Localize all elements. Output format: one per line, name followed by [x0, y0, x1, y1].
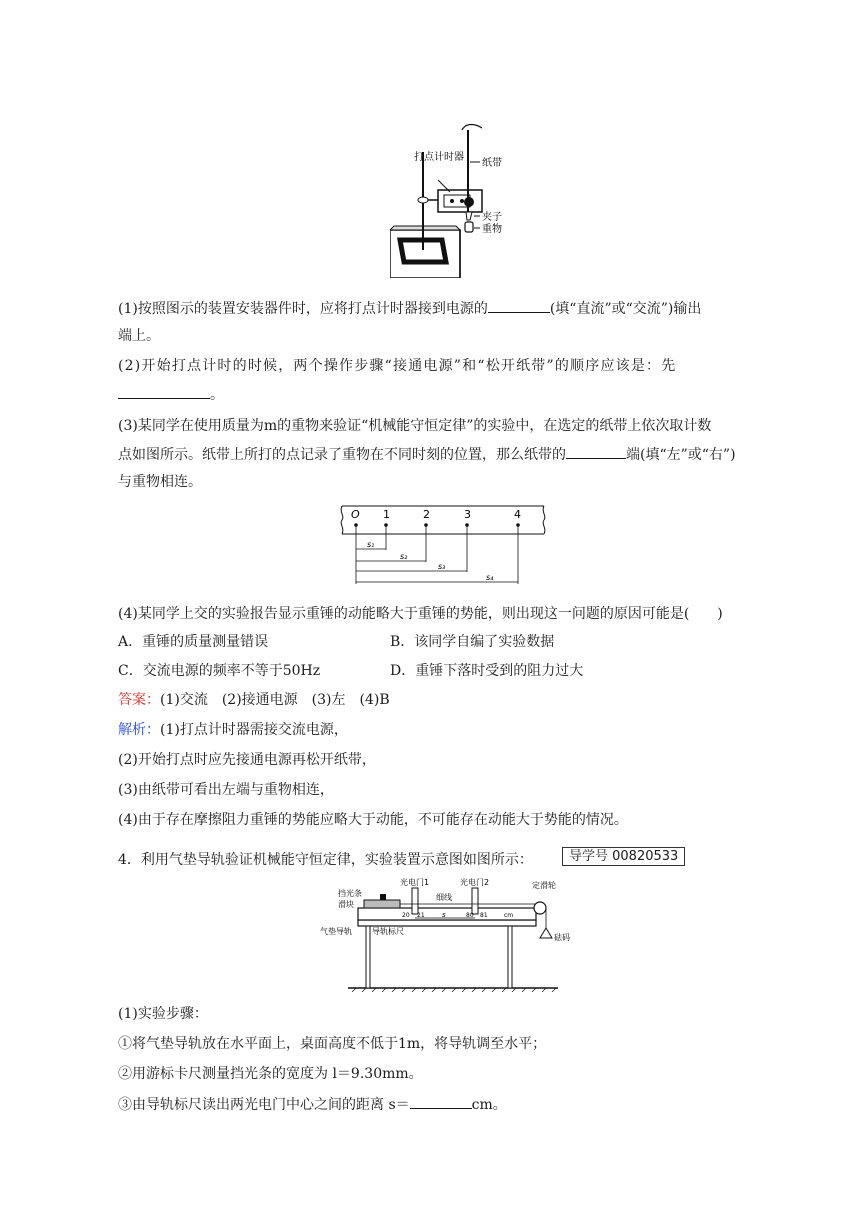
answer-label: 答案：: [118, 692, 160, 708]
q3-part2: [118, 356, 780, 376]
q3-part1-cont: 端上。: [118, 328, 160, 344]
q3-part3-line2: [118, 444, 780, 465]
tick-81: 81: [480, 912, 488, 919]
tape-point-label: 2: [423, 508, 430, 521]
figure-free-fall-apparatus: [390, 122, 520, 278]
option-b: B．该同学自编了实验数据: [390, 634, 555, 650]
label-clip: 夹子: [482, 212, 502, 223]
tick-20: 20: [402, 912, 410, 919]
analysis-text-1: (1)打点计时器需接交流电源，: [160, 722, 348, 738]
answer-text: (1)交流 (2)接通电源 (3)左 (4)B: [160, 692, 390, 708]
answer-blank[interactable]: [118, 384, 210, 399]
tape-point-label: O: [351, 508, 360, 521]
q4-step1: ①将气垫导轨放在水平面上，桌面高度不低于1m，将导轨调至水平；: [118, 1036, 547, 1052]
label-slider: 滑块: [338, 900, 354, 909]
tape-segment-label: s₂: [400, 552, 408, 561]
tape-segment-label: s₁: [367, 540, 375, 549]
analysis-label: 解析：: [118, 722, 160, 738]
label-strip: 挡光条: [338, 889, 362, 898]
analysis-line: [118, 720, 780, 740]
q3-part2-suffix: 。: [210, 387, 224, 403]
tape-point-label: 4: [514, 508, 521, 521]
answer-blank[interactable]: [566, 444, 626, 459]
q3-part3-line3: 与重物相连。: [118, 474, 202, 490]
answer-blank[interactable]: [488, 298, 550, 313]
answer-line: [118, 690, 780, 710]
answer-blank[interactable]: [410, 1094, 472, 1109]
label-thread: 细线: [436, 893, 452, 902]
q3-part4: (4)某同学上交的实验报告显示重锤的动能略大于重锤的势能，则出现这一问题的原因可能是( ): [118, 606, 723, 622]
figure-paper-tape: [338, 504, 552, 586]
label-pulley: 定滑轮: [532, 881, 556, 890]
option-d: D．重锤下落时受到的阻力过大: [390, 663, 584, 679]
analysis-text-3: (3)由纸带可看出左端与重物相连，: [118, 782, 334, 798]
label-gate2: 光电门2: [460, 878, 490, 887]
label-ruler: 导轨标尺: [372, 927, 404, 936]
tick-80: 80: [466, 912, 474, 919]
tick-unit: cm: [504, 912, 514, 919]
q4-steps-title: (1)实验步骤：: [118, 1006, 208, 1022]
analysis-text-2: (2)开始打点时应先接通电源再松开纸带，: [118, 752, 376, 768]
q3-part3-text: 点如图所示。纸带上所打的点记录了重物在不同时刻的位置，那么纸带的: [118, 447, 566, 463]
label-gate1: 光电门1: [400, 878, 430, 887]
label-weight-mass: 砝码: [554, 933, 570, 942]
option-c: C．交流电源的频率不等于50Hz: [118, 663, 321, 679]
option-a: A．重锤的质量测量错误: [118, 634, 269, 650]
q3-part3-line1: (3)某同学在使用质量为m的重物来验证“机械能守恒定律”的实验中，在选定的纸带上依次取计数: [118, 418, 712, 434]
q3-part3-suffix: 端(填“左”或“右”): [626, 447, 736, 463]
q3-part2-cont: [118, 384, 780, 405]
q4-step3-text: ③由导轨标尺读出两光电门中心之间的距离 s＝: [118, 1097, 410, 1113]
label-track: 气垫导轨: [320, 927, 352, 936]
tape-segment-label: s₄: [486, 573, 494, 582]
q3-part1-suffix: (填“直流”或“交流”)输出: [549, 301, 702, 317]
q4-step3-suffix: cm。: [471, 1097, 507, 1113]
tick-21: 21: [417, 912, 425, 919]
q4-step3: [118, 1094, 780, 1115]
tape-point-label: 1: [383, 508, 390, 521]
guide-number: 导学号 00820533: [562, 847, 685, 866]
q3-part1-text: (1)按照图示的装置安装器件时，应将打点计时器接到电源的: [118, 301, 488, 317]
figure-air-track: [318, 876, 580, 992]
label-tape: 纸带: [482, 158, 502, 169]
analysis-text-4: (4)由于存在摩擦阻力重锤的势能应略大于动能，不可能存在动能大于势能的情况。: [118, 812, 628, 828]
q3-part1: [118, 298, 780, 319]
tape-point-label: 3: [464, 508, 471, 521]
guide-number-box: [562, 847, 685, 867]
label-timer: 打点计时器: [414, 152, 464, 163]
tape-points: [351, 508, 521, 527]
q4-step2: ②用游标卡尺测量挡光条的宽度为 l＝9.30mm。: [118, 1066, 423, 1082]
q4-stem: 4．利用气垫导轨验证机械能守恒定律，实验装置示意图如图所示：: [118, 852, 533, 868]
label-s: s: [442, 911, 446, 919]
q3-part2-text: (2)开始打点计时的时候，两个操作步骤“接通电源”和“松开纸带”的顺序应该是：先: [118, 358, 677, 374]
label-weight: 重物: [482, 224, 502, 235]
tape-segment-label: s₃: [438, 562, 446, 571]
